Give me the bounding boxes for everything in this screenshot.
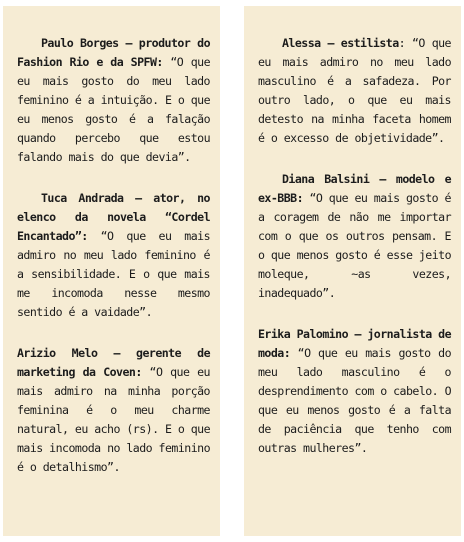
quote-speaker: Tuca Andrada – ator, no elenco da novela “Cordel Encantado”: <box>17 191 210 243</box>
quote-diana-balsini <box>258 170 451 303</box>
left-quote-column <box>3 6 220 536</box>
quote-arizio-melo <box>17 344 210 477</box>
quote-tuca-andrada <box>17 189 210 322</box>
quote-erika-palomino <box>258 325 451 458</box>
right-quote-column <box>244 6 461 536</box>
quote-speaker: Paulo Borges – produtor do Fashion Rio e da SPFW: <box>17 36 210 69</box>
quote-speaker: Diana Balsini – modelo e ex-BBB: <box>258 172 451 205</box>
quote-speaker: Erika Palomino – jornalista de moda: <box>258 327 451 360</box>
quote-text: “O que eu mais gosto do meu lado feminino é a intuição. E o que eu menos gosto é a falação quando percebo que estou falando mais do que devia”. <box>17 55 210 164</box>
quote-paulo-borges <box>17 34 210 167</box>
quote-speaker: Arizio Melo – gerente de marketing da Coven: <box>17 346 210 379</box>
quote-text: “O que eu mais admiro no meu lado feminino é a sensibilidade. E o que mais me incomoda nesse mesmo sentido é a vaidade”. <box>17 229 210 319</box>
quote-text: “O que eu mais gosto do meu lado masculino é o desprendimento com o cabelo. O que eu menos gosto é a falta de paciência que tenho com outras mulheres”. <box>258 346 451 455</box>
quote-text: “O que eu mais admiro na minha porção feminina é o meu charme natural, eu acho (rs). E o que mais incomoda no lado feminino é o detalhismo”. <box>17 365 210 474</box>
quote-text: “O que eu mais gosto é a coragem de não me importar com o que os outros pensam. E o que menos gosto é esse jeito moleque, ~as vezes, inadequado”. <box>258 191 451 300</box>
quote-alessa <box>258 34 451 148</box>
quote-speaker: Alessa – estilista <box>282 36 399 50</box>
quote-text: : “O que eu mais admiro no meu lado masculino é a safadeza. Por outro lado, o que eu mais detesto na minha faceta homem é o excesso de objetividade”. <box>258 36 451 145</box>
